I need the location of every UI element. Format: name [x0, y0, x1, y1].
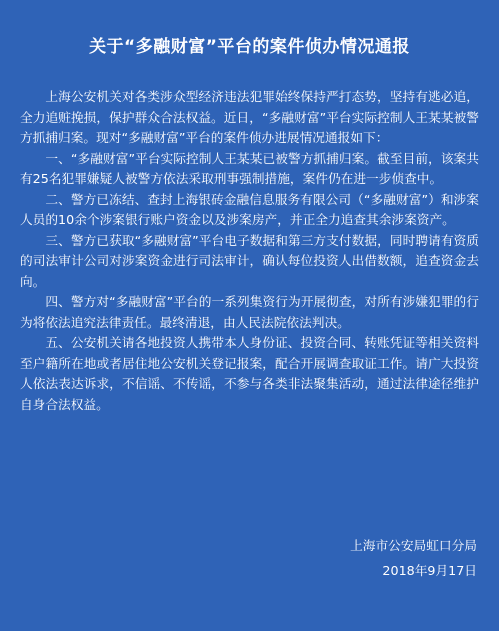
document-title: 关于“多融财富”平台的案件侦办情况通报 [89, 37, 410, 57]
paragraph-4: 四、警方对“多融财富”平台的一系列集资行为开展彻查，对所有涉嫌犯罪的行为将依法追究法律责任。最终清退，由人民法院依法判决。 [20, 294, 479, 330]
paragraph-2: 二、警方已冻结、查封上海银砖金融信息服务有限公司（“多融财富”）和涉案人员的10余个涉案银行账户资金以及涉案房产，并正全力追查其余涉案资产。 [20, 191, 479, 227]
paragraph-3: 三、警方已获取“多融财富”平台电子数据和第三方支付数据，同时聘请有资质的司法审计公司对涉案资金进行司法审计，确认每位投资人出借数额，追查资金去向。 [20, 232, 479, 289]
document-body [20, 87, 479, 415]
issue-date: 2018年9月17日 [382, 563, 477, 578]
issuer-name: 上海市公安局虹口分局 [350, 538, 477, 553]
paragraph-intro: 上海公安机关对各类涉众型经济违法犯罪始终保持严打态势，坚持有逃必追，全力追赃挽损，保护群众合法权益。近日，“多融财富”平台实际控制人王某某被警方抓捕归案。现对“多融财富”平台的案件侦办进展情况通报如下： [20, 89, 479, 145]
paragraph-5: 五、公安机关请各地投资人携带本人身份证、投资合同、转账凭证等相关资料至户籍所在地或者居住地公安机关登记报案，配合开展调查取证工作。请广大投资人依法表达诉求，不信谣、不传谣，不参与各类非法聚集活动，通过法律途径维护自身合法权益。 [20, 335, 479, 412]
paragraph-1: 一、“多融财富”平台实际控制人王某某已被警方抓捕归案。截至目前，该案共有25名犯罪嫌疑人被警方依法采取刑事强制措施，案件仍在进一步侦查中。 [20, 150, 479, 186]
signature-block [350, 533, 477, 583]
